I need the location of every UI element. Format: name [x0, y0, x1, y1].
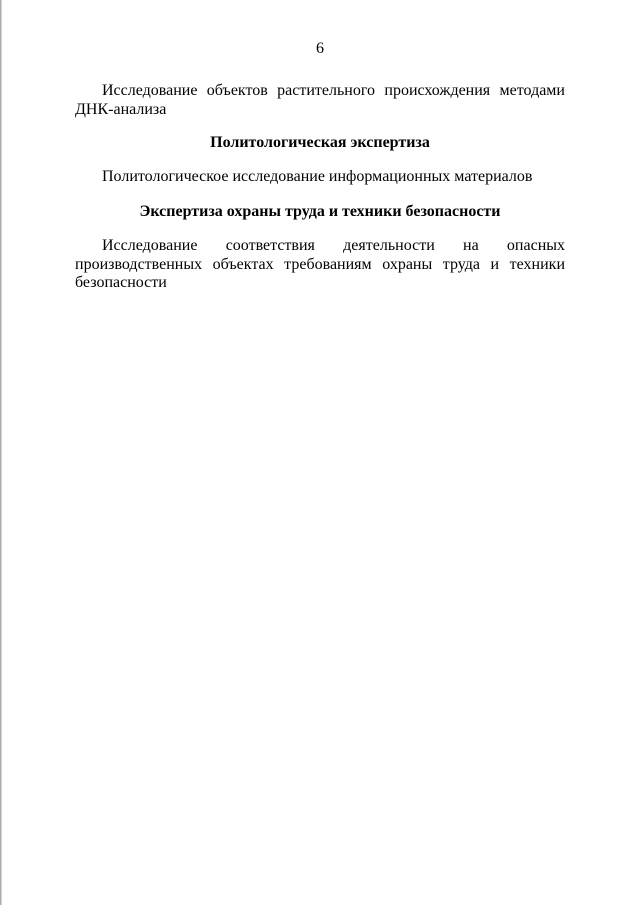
page-number: 6	[316, 40, 324, 57]
paragraph-line: Исследование соответствия деятельности на опасных	[102, 237, 565, 254]
heading-political-expertise: Политологическая экспертиза	[210, 134, 430, 151]
paragraph-political-research: Политологическое исследование информационных материалов	[102, 168, 533, 185]
paragraph-labor-safety-research	[75, 237, 565, 293]
paragraph-line: производственных объектах требованиям охраны труда и техники	[75, 255, 565, 273]
heading-labor-safety-expertise: Экспертиза охраны труда и техники безопасности	[139, 203, 501, 220]
paragraph-dna-analysis: Исследование объектов растительного происхождения методами ДНК-анализа	[75, 82, 565, 118]
paragraph-line: безопасности	[75, 274, 167, 291]
